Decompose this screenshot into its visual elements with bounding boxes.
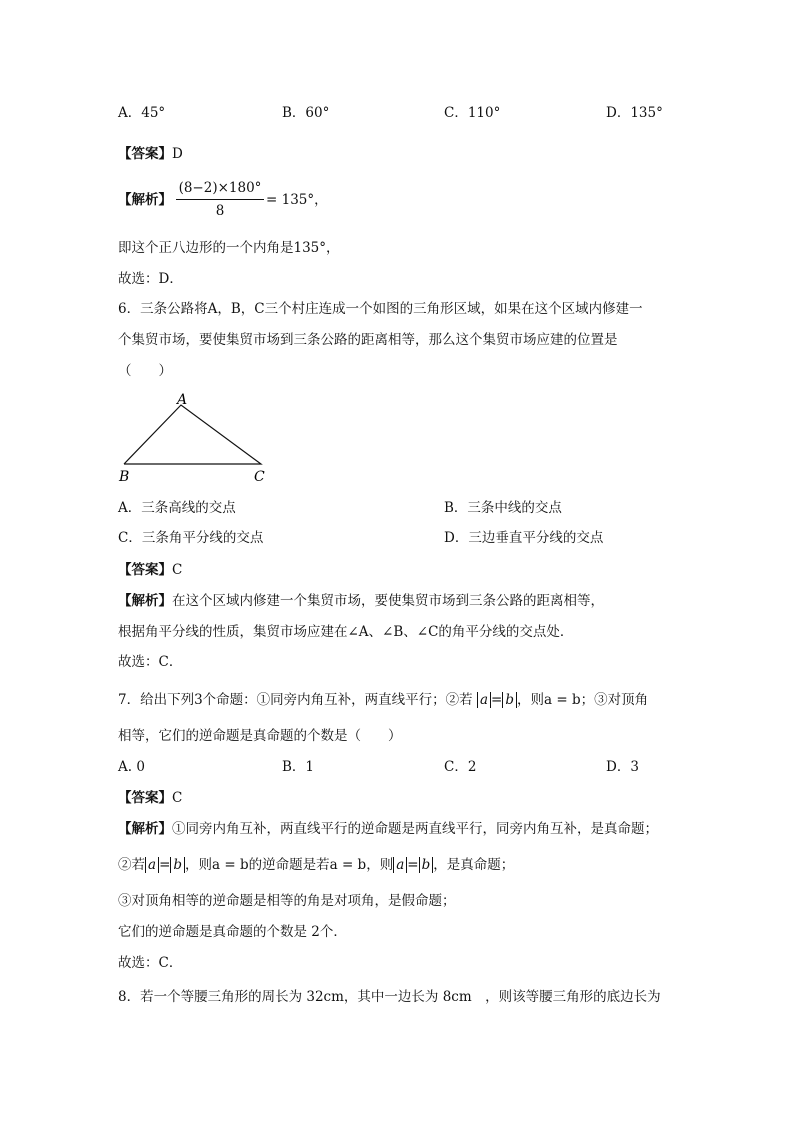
abs-a: a: [477, 692, 491, 708]
q5-analysis-line2: 即这个正八边形的一个内角是135°，: [118, 240, 340, 256]
equals-sign: =: [407, 857, 419, 873]
answer-label: 【答案】: [118, 562, 172, 578]
fraction-bar: [176, 199, 264, 200]
q7-analysis-line1: [118, 819, 658, 839]
q5-result: = 135°，: [266, 192, 328, 208]
analysis-label: 【解析】: [118, 821, 172, 837]
analysis-text: ①同旁内角互补，两直线平行的逆命题是两直线平行，同旁内角互补，是真命题；: [172, 821, 658, 837]
abs-a: a: [393, 857, 407, 873]
q5-option-c: C．110°: [444, 105, 501, 121]
q7-analysis-line3: ③对顶角相等的逆命题是相等的角是对项角，是假命题；: [118, 893, 456, 909]
answer-value: D: [172, 146, 183, 162]
q7-option-a: A. 0: [118, 759, 145, 775]
q7-option-b: B．1: [282, 759, 315, 775]
analysis-part3: ，是真命题；: [433, 857, 515, 873]
q6-option-c: C．三条角平分线的交点: [118, 530, 264, 546]
abs-b: b: [170, 857, 185, 873]
q5-option-a: A．45°: [118, 105, 166, 121]
q7-text-line2: 相等，它们的逆命题是真命题的个数是（ ）: [118, 728, 402, 744]
q6-text-line3: （ ）: [118, 363, 172, 379]
q6-option-d: D．三边垂直平分线的交点: [444, 530, 604, 546]
analysis-text: 在这个区域内修建一个集贸市场，要使集贸市场到三条公路的距离相等，: [172, 593, 604, 609]
q6-analysis-line1: [118, 591, 604, 611]
vertex-b-label: B: [119, 469, 130, 485]
equals-sign: =: [159, 857, 171, 873]
abs-b: b: [502, 692, 517, 708]
q7-analysis-line4: 它们的逆命题是真命题的个数是 2个．: [118, 924, 347, 940]
q6-text-line2: 个集贸市场，要使集贸市场到三条公路的距离相等，那么这个集贸市场应建的位置是: [118, 332, 618, 348]
triangle-figure: [112, 388, 282, 488]
q7-text-line1: [118, 690, 648, 710]
q5-analysis-line3: 故选：D．: [118, 271, 183, 287]
answer-value: C: [172, 790, 183, 806]
q6-option-b: B．三条中线的交点: [444, 500, 562, 516]
analysis-label: 【解析】: [118, 593, 172, 609]
analysis-part2: ，则a = b的逆命题是若a = b，则: [185, 857, 394, 873]
q7-analysis-line2: [118, 855, 514, 875]
q7-option-d: D．3: [606, 759, 639, 775]
equals-sign: =: [491, 692, 503, 708]
q6-analysis-line2: 根据角平分线的性质，集贸市场应建在∠A、∠B、∠C的角平分线的交点处．: [118, 624, 574, 640]
vertex-a-label: A: [177, 392, 188, 408]
q7-answer: [118, 788, 182, 808]
q7-analysis-line5: 故选：C．: [118, 955, 183, 971]
analysis-part1: ②若: [118, 857, 145, 873]
q7-option-c: C．2: [444, 759, 477, 775]
answer-label: 【答案】: [118, 146, 172, 162]
abs-a: a: [145, 857, 159, 873]
fraction-numerator: (8−2)×180°: [178, 180, 262, 196]
q5-fraction: [176, 178, 264, 221]
fraction-denominator: 8: [215, 203, 225, 219]
answer-value: C: [172, 562, 183, 578]
q8-text-line1: 8．若一个等腰三角形的周长为 32cm，其中一边长为 8cm ，则该等腰三角形的底边长为: [118, 989, 661, 1005]
triangle-shape: [124, 405, 261, 464]
abs-b: b: [419, 857, 434, 873]
q6-answer: [118, 560, 182, 580]
vertex-c-label: C: [254, 469, 265, 485]
q5-answer: [118, 144, 183, 164]
q5-analysis-label: 【解析】: [118, 192, 172, 208]
q5-option-b: B．60°: [282, 105, 330, 121]
answer-label: 【答案】: [118, 790, 172, 806]
q6-option-a: A．三条高线的交点: [118, 500, 236, 516]
q7-text-part1: 7．给出下列3个命题：①同旁内角互补，两直线平行；②若: [118, 692, 473, 708]
q5-option-d: D．135°: [606, 105, 663, 121]
q6-text-line1: 6．三条公路将A，B，C三个村庄连成一个如图的三角形区域，如果在这个区域内修建一: [118, 301, 643, 317]
q6-analysis-line3: 故选：C．: [118, 654, 183, 670]
q7-text-part2: ，则a = b；③对顶角: [517, 692, 649, 708]
